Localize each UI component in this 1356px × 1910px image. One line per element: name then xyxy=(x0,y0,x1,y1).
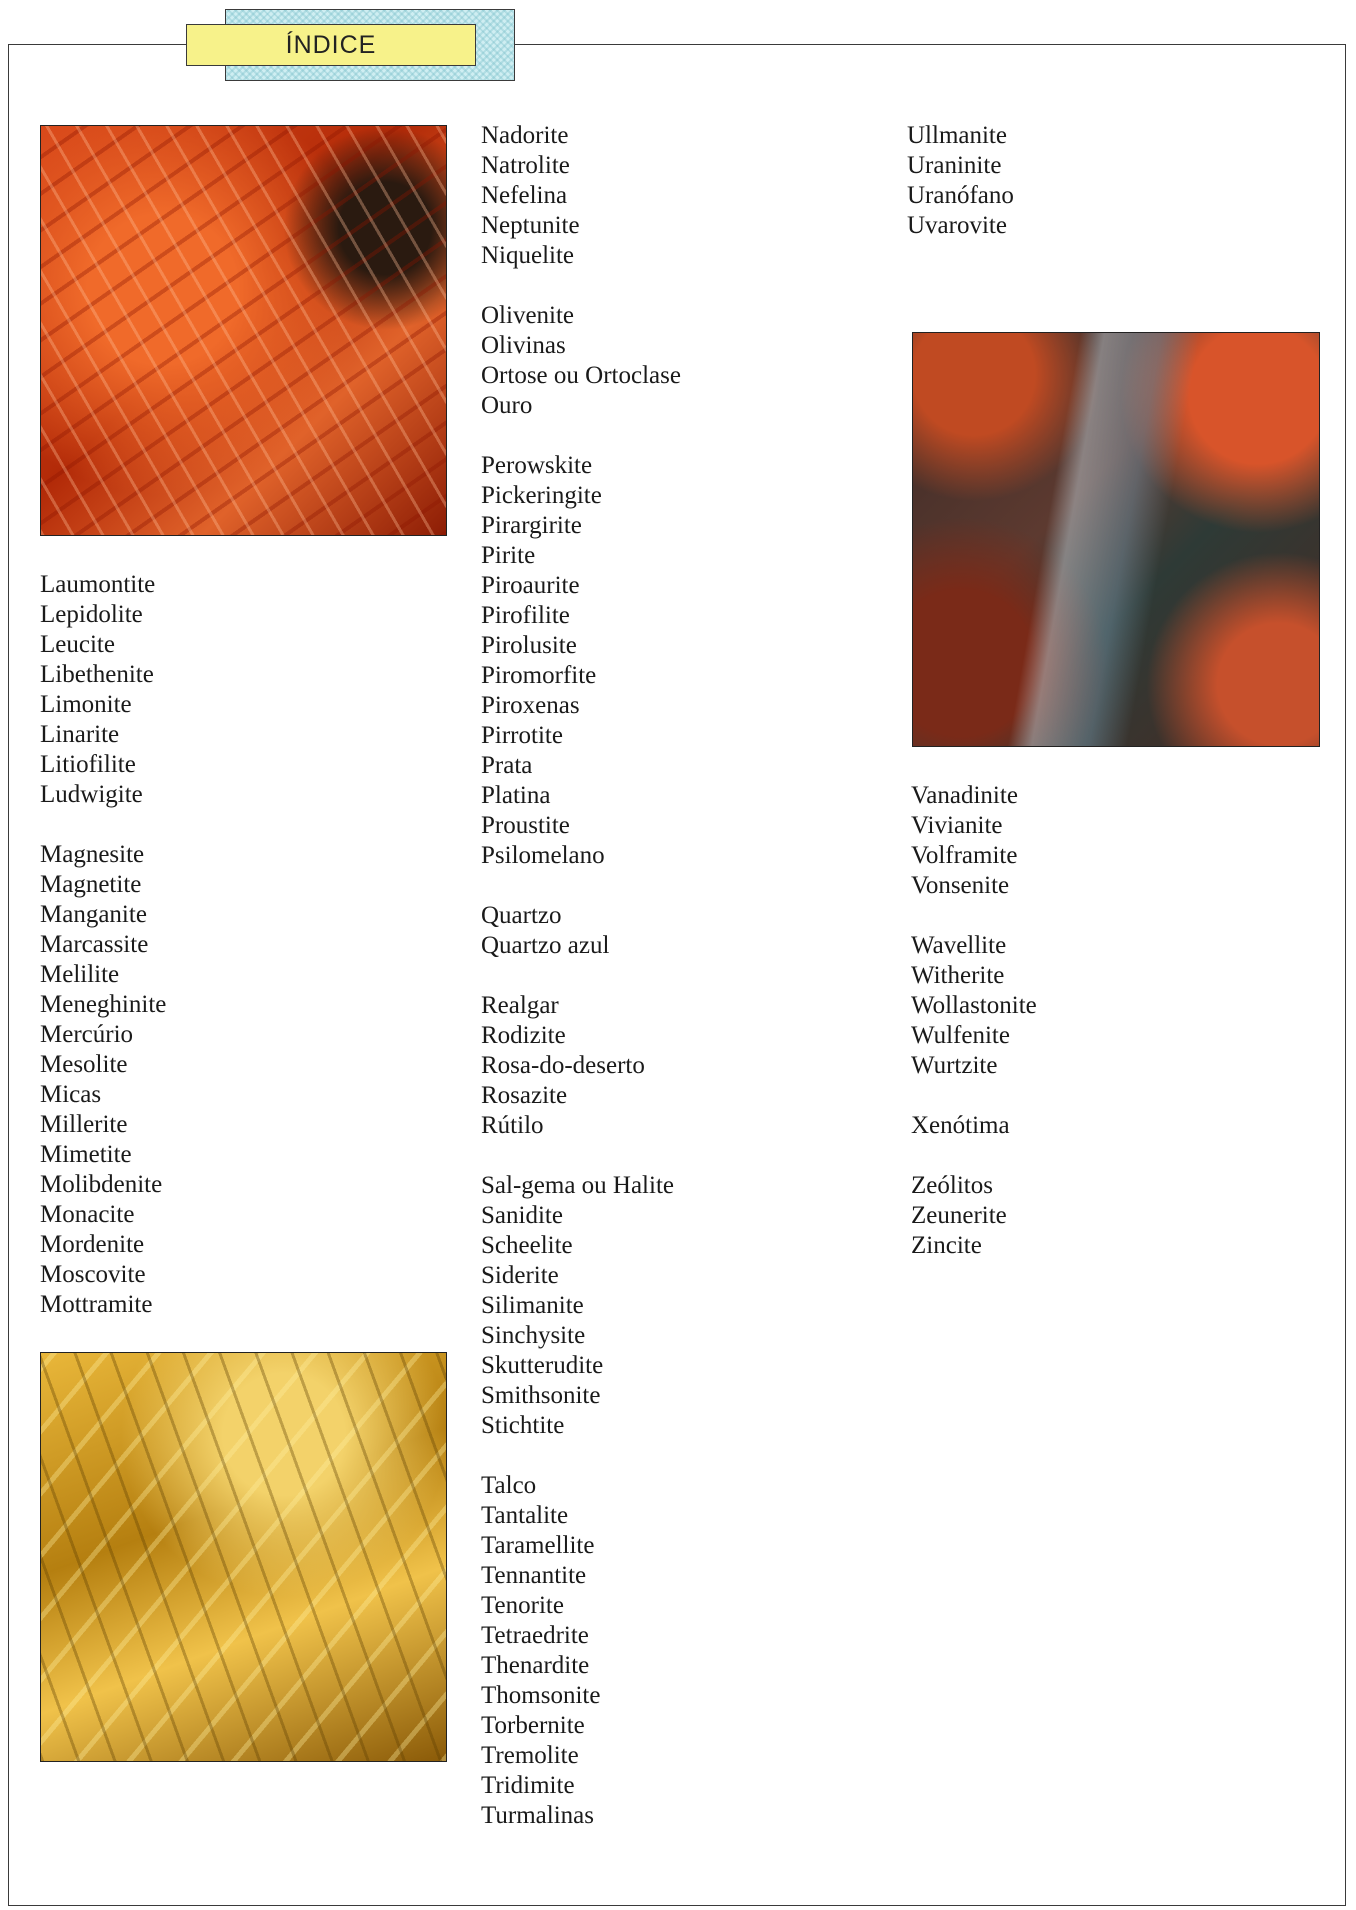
index-entry: Scheelite xyxy=(481,1232,573,1259)
index-entry: Witherite xyxy=(911,962,1005,989)
page-title: ÍNDICE xyxy=(285,30,377,59)
index-entry: Rodizite xyxy=(481,1022,566,1049)
index-entry: Mottramite xyxy=(40,1291,153,1318)
index-entry: Ludwigite xyxy=(40,781,143,808)
index-entry: Millerite xyxy=(40,1111,128,1138)
index-entry: Perowskite xyxy=(481,452,593,479)
index-entry: Ullmanite xyxy=(907,122,1007,149)
index-entry: Moscovite xyxy=(40,1261,146,1288)
mineral-photo-dark xyxy=(912,332,1320,747)
index-entry: Tridimite xyxy=(481,1772,575,1799)
index-entry: Niquelite xyxy=(481,242,575,269)
index-entry: Siderite xyxy=(481,1262,559,1289)
index-entry: Olivenite xyxy=(481,302,575,329)
index-entry: Micas xyxy=(40,1081,102,1108)
index-entry: Xenótima xyxy=(911,1112,1010,1139)
index-entry: Zincite xyxy=(911,1232,982,1259)
index-entry: Torbernite xyxy=(481,1712,585,1739)
index-entry: Piroaurite xyxy=(481,572,580,599)
index-entry: Piroxenas xyxy=(481,692,580,719)
index-entry: Pirofilite xyxy=(481,602,570,629)
index-entry: Vivianite xyxy=(911,812,1003,839)
index-entry: Smithsonite xyxy=(481,1382,601,1409)
index-entry: Piromorfite xyxy=(481,662,597,689)
index-entry: Tennantite xyxy=(481,1562,587,1589)
index-entry: Magnetite xyxy=(40,871,142,898)
index-entry: Zeunerite xyxy=(911,1202,1007,1229)
mineral-photo-yellow xyxy=(40,1352,447,1762)
header-tab xyxy=(186,24,476,66)
index-entry: Ortose ou Ortoclase xyxy=(481,362,681,389)
index-entry: Magnesite xyxy=(40,841,145,868)
index-entry: Realgar xyxy=(481,992,559,1019)
index-entry: Tenorite xyxy=(481,1592,564,1619)
index-entry: Mimetite xyxy=(40,1141,132,1168)
index-column-2 xyxy=(481,121,681,1831)
index-entry: Thomsonite xyxy=(481,1682,601,1709)
index-entry: Tremolite xyxy=(481,1742,579,1769)
index-entry: Mercúrio xyxy=(40,1021,134,1048)
index-entry: Olivinas xyxy=(481,332,566,359)
index-entry: Uraninite xyxy=(907,152,1002,179)
index-entry: Quartzo azul xyxy=(481,932,610,959)
index-entry: Lepidolite xyxy=(40,601,143,628)
index-entry: Rosa-do-deserto xyxy=(481,1052,645,1079)
index-entry: Pirite xyxy=(481,542,536,569)
index-entry: Pirargirite xyxy=(481,512,582,539)
index-entry: Proustite xyxy=(481,812,570,839)
index-entry: Monacite xyxy=(40,1201,135,1228)
index-entry: Nefelina xyxy=(481,182,568,209)
index-entry: Neptunite xyxy=(481,212,580,239)
index-column-1 xyxy=(40,570,166,1320)
index-entry: Rosazite xyxy=(481,1082,568,1109)
index-entry: Mordenite xyxy=(40,1231,145,1258)
index-entry: Ouro xyxy=(481,392,533,419)
index-entry: Volframite xyxy=(911,842,1018,869)
index-entry: Wavellite xyxy=(911,932,1007,959)
index-column-3-top xyxy=(907,121,1014,241)
index-entry: Sinchysite xyxy=(481,1322,586,1349)
index-entry: Sanidite xyxy=(481,1202,563,1229)
index-entry: Manganite xyxy=(40,901,147,928)
index-entry: Mesolite xyxy=(40,1051,128,1078)
index-entry: Platina xyxy=(481,782,551,809)
index-entry: Wurtzite xyxy=(911,1052,998,1079)
index-entry: Wollastonite xyxy=(911,992,1037,1019)
index-entry: Taramellite xyxy=(481,1532,595,1559)
index-entry: Thenardite xyxy=(481,1652,590,1679)
index-entry: Laumontite xyxy=(40,571,156,598)
index-entry: Uranófano xyxy=(907,182,1014,209)
index-entry: Skutterudite xyxy=(481,1352,604,1379)
index-entry: Uvarovite xyxy=(907,212,1007,239)
index-entry: Libethenite xyxy=(40,661,154,688)
index-entry: Pickeringite xyxy=(481,482,602,509)
index-entry: Prata xyxy=(481,752,533,779)
index-entry: Natrolite xyxy=(481,152,570,179)
index-entry: Vanadinite xyxy=(911,782,1018,809)
index-entry: Psilomelano xyxy=(481,842,605,869)
index-entry: Tetraedrite xyxy=(481,1622,589,1649)
index-entry: Stichtite xyxy=(481,1412,565,1439)
index-entry: Sal-gema ou Halite xyxy=(481,1172,674,1199)
index-entry: Nadorite xyxy=(481,122,569,149)
index-entry: Wulfenite xyxy=(911,1022,1010,1049)
index-entry: Limonite xyxy=(40,691,132,718)
index-entry: Vonsenite xyxy=(911,872,1010,899)
index-entry: Linarite xyxy=(40,721,120,748)
index-entry: Tantalite xyxy=(481,1502,569,1529)
mineral-photo-red xyxy=(40,125,447,536)
index-entry: Molibdenite xyxy=(40,1171,163,1198)
index-entry: Pirrotite xyxy=(481,722,563,749)
index-column-3-bottom xyxy=(911,781,1037,1261)
index-entry: Pirolusite xyxy=(481,632,577,659)
index-entry: Marcassite xyxy=(40,931,149,958)
index-entry: Turmalinas xyxy=(481,1802,594,1829)
index-entry: Rútilo xyxy=(481,1112,544,1139)
index-entry: Meneghinite xyxy=(40,991,167,1018)
index-entry: Melilite xyxy=(40,961,120,988)
index-entry: Litiofilite xyxy=(40,751,136,778)
index-entry: Talco xyxy=(481,1472,537,1499)
index-entry: Zeólitos xyxy=(911,1172,993,1199)
index-entry: Quartzo xyxy=(481,902,562,929)
index-entry: Leucite xyxy=(40,631,115,658)
index-entry: Silimanite xyxy=(481,1292,584,1319)
